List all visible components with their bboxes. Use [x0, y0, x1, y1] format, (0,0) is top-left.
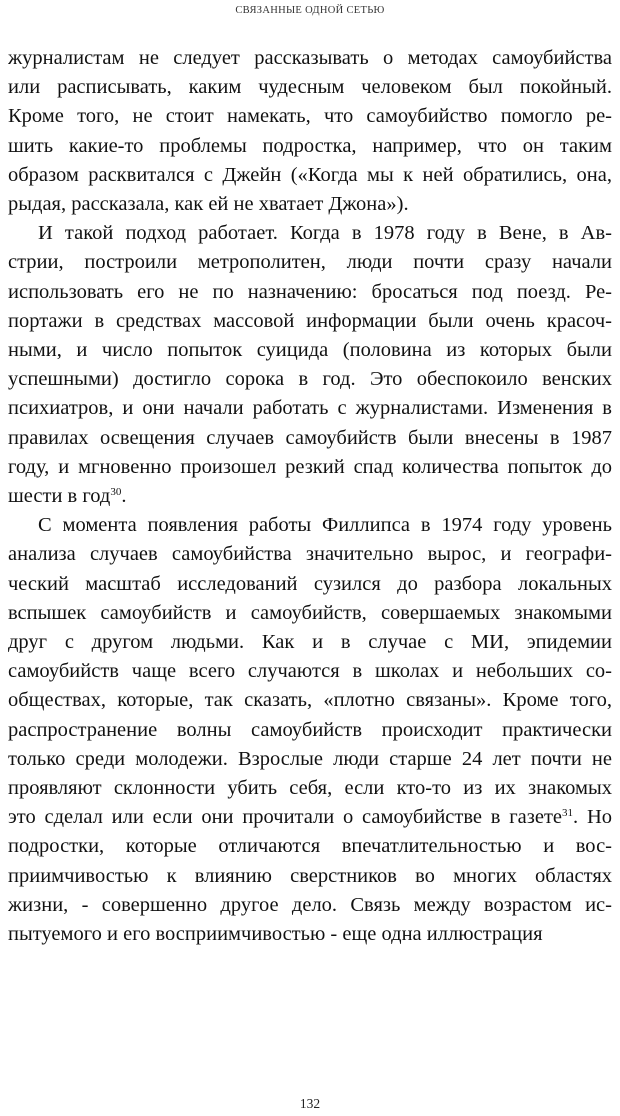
text-line: пытуемого и его восприимчивостью - еще одна иллюстрация — [8, 923, 543, 946]
text-line: самоубийств чаще всего случаются в школах и небольших со- — [8, 660, 612, 683]
text-fragment: . — [121, 485, 127, 508]
text-line: распространение волны самоубийств происходит практически — [8, 718, 612, 741]
text-line: стрии, построили метрополитен, люди почти сразу начали — [8, 251, 612, 274]
footnote-ref: 31 — [562, 807, 574, 820]
text-line: друг с другом людьми. Как и в случае с МИ, эпидемии — [8, 631, 612, 654]
text-line: ными, и число попыток суицида (половина из которых были — [8, 339, 612, 362]
text-line: И такой подход работает. Когда в 1978 году в Вене, в Ав- — [38, 222, 612, 245]
paragraph-1 — [8, 44, 612, 219]
body-text — [8, 44, 612, 949]
paragraph-2 — [8, 219, 612, 511]
text-line: образом расквитался с Джейн («Когда мы к ней обратились, она, — [8, 163, 612, 186]
text-line: жизни, - совершенно другое дело. Связь между возрастом ис- — [8, 893, 612, 916]
text-line: портажи в средствах массовой информации были очень красоч- — [8, 309, 612, 332]
text-line: подростки, которые отличаются впечатлительностью и вос- — [8, 835, 612, 858]
text-line: психиатров, и они начали работать с журналистами. Изменения в — [8, 397, 612, 420]
text-line: правилах освещения случаев самоубийств были внесены в 1987 — [8, 426, 612, 449]
text-fragment: это сделал или если они прочитали о самоубийстве в газете — [8, 806, 563, 829]
text-line: рыдая, рассказала, как ей не хватает Джона»). — [8, 193, 409, 216]
text-fragment: . Но — [573, 806, 612, 829]
text-line: успешными) достигло сорока в год. Это обеспокоило венских — [8, 368, 612, 391]
text-line: шить какие-то проблемы подростка, например, что он таким — [8, 134, 612, 157]
text-line — [8, 803, 612, 832]
text-line: Кроме того, не стоит намекать, что самоубийство помогло ре- — [8, 105, 612, 128]
text-line: году, и мгновенно произошел резкий спад количества попыток до — [8, 455, 612, 478]
text-line: анализа случаев самоубийства значительно вырос, и географи- — [8, 543, 612, 566]
text-line — [8, 482, 612, 511]
text-line: использовать его не по назначению: бросаться под поезд. Ре- — [8, 280, 612, 303]
text-line: ческий масштаб исследований сузился до разбора локальных — [8, 572, 612, 595]
text-line: только среди молодежи. Взрослые люди старше 24 лет почти не — [8, 747, 612, 770]
text-line: или расписывать, каким чудесным человеком был покойный. — [8, 76, 612, 99]
text-line: приимчивостью к влиянию сверстников во многих областях — [8, 864, 612, 887]
text-fragment: шести в год — [8, 485, 111, 508]
text-line: вспышек самоубийств и самоубийств, совершаемых знакомыми — [8, 601, 612, 624]
paragraph-3 — [8, 511, 612, 949]
running-header: СВЯЗАННЫЕ ОДНОЙ СЕТЬЮ — [235, 5, 385, 16]
text-line: С момента появления работы Филлипса в 1974 году уровень — [38, 514, 612, 537]
text-line: обществах, которые, так сказать, «плотно связаны». Кроме того, — [8, 689, 612, 712]
footnote-ref: 30 — [110, 486, 122, 499]
text-line: журналистам не следует рассказывать о методах самоубийства — [8, 47, 612, 69]
text-line: проявляют склонности убить себя, если кто-то из их знакомых — [8, 777, 612, 800]
page-number: 132 — [299, 1096, 321, 1111]
